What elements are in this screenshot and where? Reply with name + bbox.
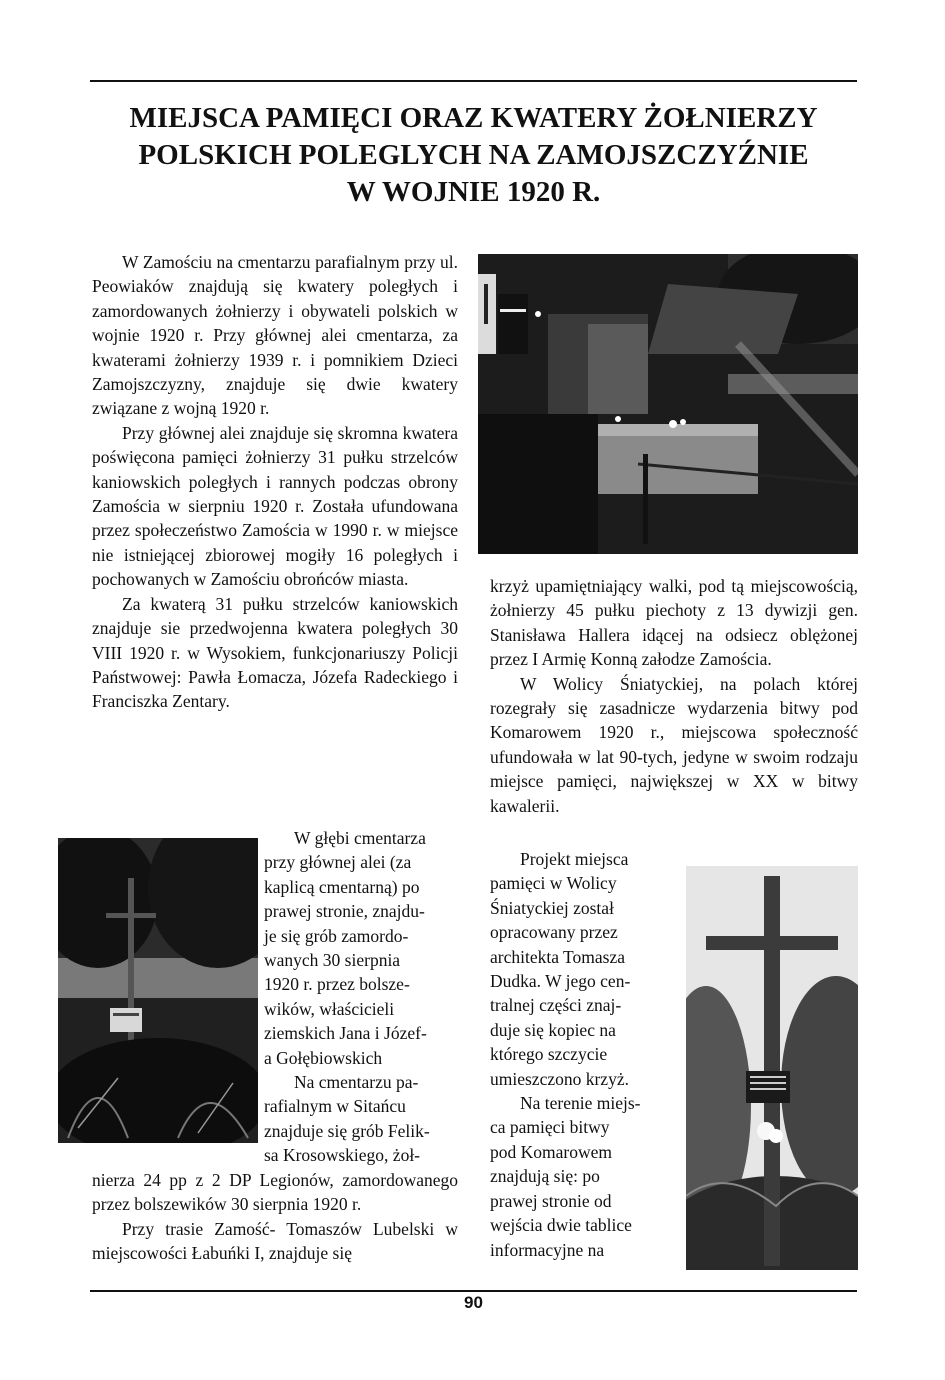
page-title (90, 100, 857, 211)
text-line: Na cmentarzu pa- (294, 1072, 419, 1093)
paragraph: W Wolicy Śniatyckiej, na polach której rozegrały się zasadnicze wydarzenia bitwy pod Komarowem 1920 r., miejscowa społeczność ufundowała w lat 90-tych, jedyne w swoim rodzaju miejsce pamięci, największej w XX w bitwy kawalerii. (490, 673, 858, 816)
left-column-beside-photo (264, 826, 458, 1168)
cemetery-graves-photo (478, 254, 858, 554)
text-line: kaplicą cmentarną) po (264, 876, 420, 897)
text-line: sa Krosowskiego, żoł- (264, 1145, 421, 1166)
top-rule (90, 80, 857, 82)
left-column-lower (92, 1168, 458, 1266)
text-line: umieszczono krzyż. (490, 1068, 629, 1089)
text-line: Projekt miejsca (520, 849, 629, 869)
text-line: Dudka. W jego cen- (490, 971, 631, 992)
paragraph: Przy trasie Zamość- Tomaszów Lubelski w miejscowości Łabuńki I, znajduje się (92, 1218, 458, 1264)
paragraph: Przy głównej alei znajduje się skromna kwatera poświęcona pamięci żołnierzy 31 pułku strzelców kaniowskich poległych i rannych podczas obrony Zamościa w sierpniu 1920 r. Została ufundowana przez społeczeństwo Zamościa w 1990 r. w miejsce nie istniejącej zbiorowej mogiły 16 poległych i pochowanych w Zamościu obrońców miasta. (92, 422, 458, 590)
page-number: 90 (464, 1293, 483, 1312)
text-line: Śniatyckiej został (490, 897, 614, 918)
text-line: a Gołębiowskich (264, 1047, 383, 1068)
text-line: Na terenie miejs- (520, 1093, 641, 1114)
paragraph: Za kwaterą 31 pułku strzelców kaniowskich znajduje sie przedwojenna kwatera poległych 30 VIII 1920 r. w Wysokiem, funkcjonariuszy Policji Państwowej: Pawła Łomacza, Józefa Radeckiego i Franciszka Zentary. (92, 593, 458, 712)
text-line: znajduje się grób Felik- (264, 1120, 430, 1141)
title-line: POLSKICH POLEGLYCH NA ZAMOJSZCZYŹNIE (138, 139, 809, 171)
paragraph (264, 826, 458, 850)
cemetery-cross-photo (58, 838, 258, 1143)
text-line: którego szczycie (490, 1044, 608, 1065)
text-line: architekta Tomasza (490, 946, 625, 967)
text-line: pod Komarowem (490, 1141, 612, 1162)
paragraph: W Zamościu na cmentarzu parafialnym przy ul. Peowiaków znajdują się kwatery poległych i zamordowanych żołnierzy i obywateli polskich w wojnie 1920 r. Przy głównej alei cmentarza, za kwaterami żołnierzy 1939 r. i pomnikiem Dzieci Zamojszczyzny, znajduje się dwie kwatery związane z wojną 1920 r. (92, 252, 458, 419)
title-line: MIEJSCA PAMIĘCI ORAZ KWATERY ŻOŁNIERZY (129, 102, 818, 134)
memorial-cross-photo (686, 866, 858, 1270)
text-line: rafialnym w Sitańcu (264, 1096, 406, 1117)
text-line: informacyjne na (490, 1239, 605, 1260)
text-line: duje się kopiec na (490, 1019, 616, 1040)
paragraph: nierza 24 pp z 2 DP Legionów, zamordowanego przez bolszewików 30 sierpnia 1920 r. (92, 1170, 458, 1215)
text-line: pamięci w Wolicy (490, 873, 617, 894)
text-line: przy głównej alei (za (264, 852, 412, 873)
right-column-beside-photo (490, 847, 664, 1262)
text-line: wejścia dwie tablice (490, 1215, 632, 1236)
bottom-rule (90, 1290, 857, 1292)
text-line: prawej stronie, znajdu- (264, 901, 425, 922)
text-line: 1920 r. przez bolsze- (264, 974, 410, 995)
text-line: wanych 30 sierpnia (264, 950, 401, 971)
text-line: ca pamięci bitwy (490, 1117, 610, 1138)
text-line: W głębi cmentarza (294, 828, 426, 848)
left-column-upper (92, 250, 458, 714)
title-line: W WOJNIE 1920 R. (346, 176, 601, 208)
text-line: ziemskich Jana i Józef- (264, 1023, 427, 1044)
text-line: wików, właścicieli (264, 998, 395, 1019)
text-line: opracowany przez (490, 922, 618, 943)
text-line: znajdują się: po (490, 1166, 600, 1187)
text-line: prawej stronie od (490, 1190, 612, 1211)
right-column-upper (490, 574, 858, 818)
text-line: tralnej części znaj- (490, 995, 622, 1016)
paragraph: krzyż upamiętniający walki, pod tą miejscowością, żołnierzy 45 pułku piechoty z 13 dywizji gen. Stanisława Hallera idącej na odsiecz oblężonej przez I Armię Konną załodze Zamościa. (490, 576, 858, 670)
text-line: je się grób zamordo- (264, 925, 409, 946)
